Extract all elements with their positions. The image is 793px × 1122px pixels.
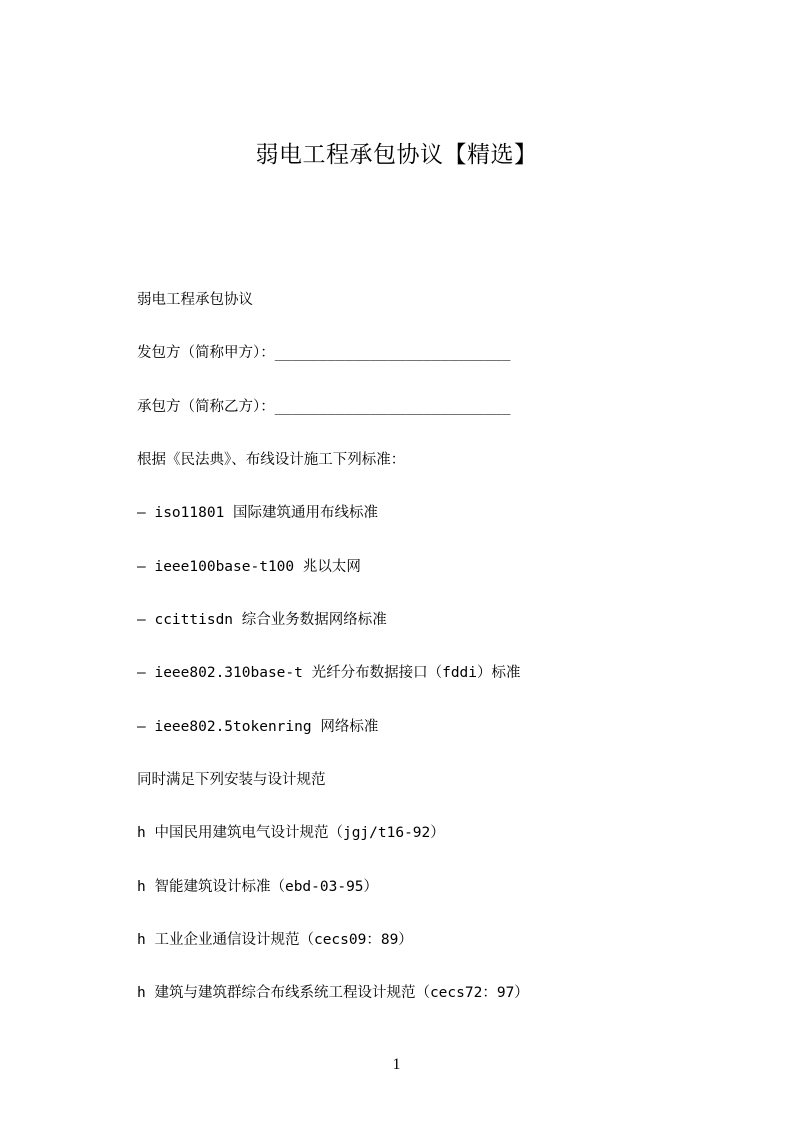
standard-item: — iso11801 国际建筑通用布线标准 xyxy=(137,505,379,521)
standard-item: — ieee100base-t100 兆以太网 xyxy=(137,559,361,575)
specification-item: h 中国民用建筑电气设计规范（jgj/t16-92） xyxy=(137,825,445,841)
specification-item: h 建筑与建筑群综合布线系统工程设计规范（cecs72：97） xyxy=(137,985,529,1001)
party-a-line: 发包方（简称甲方）：___________________________ xyxy=(137,345,511,361)
standard-item: — ieee802.310base-t 光纤分布数据接口（fddi）标准 xyxy=(137,665,521,681)
standards-intro: 根据《民法典》、布线设计施工下列标准： xyxy=(137,452,406,468)
specification-item: h 工业企业通信设计规范（cecs09：89） xyxy=(137,932,413,948)
document-title: 弱电工程承包协议【精选】 xyxy=(255,142,538,168)
standard-item: — ccittisdn 综合业务数据网络标准 xyxy=(137,612,387,628)
party-b-line: 承包方（简称乙方）：___________________________ xyxy=(137,399,511,415)
section-heading: 弱电工程承包协议 xyxy=(137,292,253,308)
specification-item: h 智能建筑设计标准（ebd-03-95） xyxy=(137,879,379,895)
standard-item: — ieee802.5tokenring 网络标准 xyxy=(137,719,379,735)
page-number: 1 xyxy=(392,1056,401,1073)
specifications-intro: 同时满足下列安装与设计规范 xyxy=(137,772,326,788)
